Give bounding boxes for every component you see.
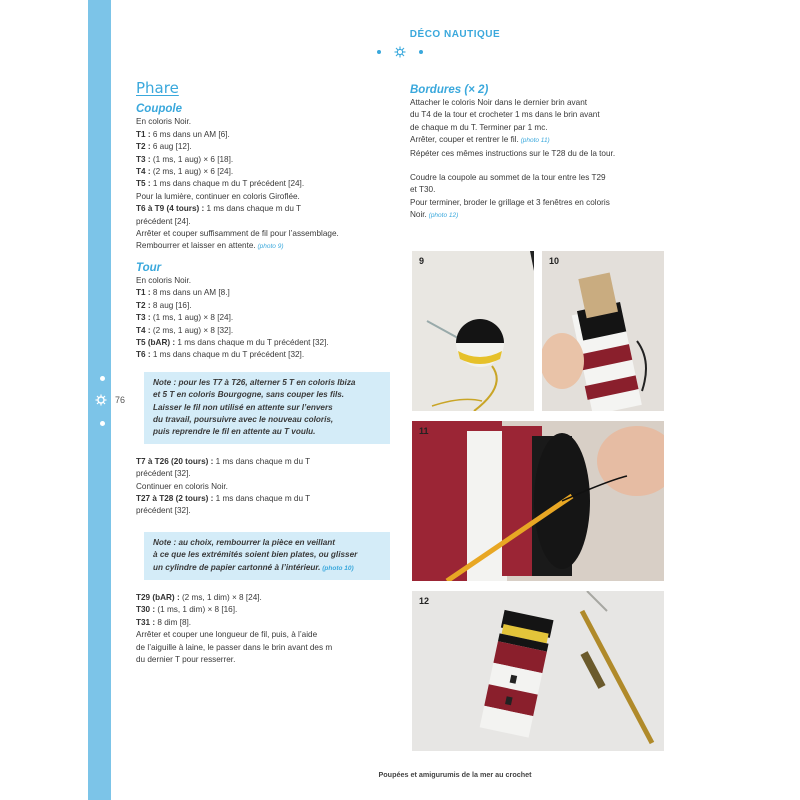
text-line [410,184,670,196]
round-label: T1 : [136,129,151,139]
right-column [410,83,670,223]
text-line [410,97,670,109]
instruction-text: Arrêter et couper suffisamment de fil pour l’assemblage. [136,229,339,239]
round-label: T4 : [136,167,151,177]
text-span: Noir. [410,210,427,220]
instruction-line [136,505,391,517]
instruction-line: Répéter ces mêmes instructions sur le T28 du de la tour. [410,148,616,158]
instruction-line [136,116,391,128]
instruction-line [136,629,391,641]
text-line [410,197,670,209]
photo-reference: (photo 10) [320,564,354,572]
text-line [153,389,386,401]
text-span: Pour terminer, broder le grillage et 3 fenêtres en coloris [410,197,610,207]
text-span: Arrêter, couper et rentrer le fil. [410,135,519,145]
instruction-line [136,493,391,505]
instruction-text: Rembourrer et laisser en attente. [136,241,256,251]
instruction-text: Continuer en coloris Noir. [136,481,228,491]
photo-number: 10 [549,256,560,266]
round-label: T1 : [136,288,151,298]
round-label: T27 à T28 (2 tours) : [136,493,214,503]
note-box [144,372,390,444]
instruction-text: précédent [32]. [136,469,191,479]
photo-10 [542,251,664,411]
round-label: T5 (bAR) : [136,337,176,347]
instruction-line [136,203,391,215]
instruction-line [136,240,391,253]
photo-12 [412,591,664,751]
page-number: 76 [115,395,126,405]
instruction-text: 1 ms dans chaque m du T [204,204,302,214]
text-line [153,549,386,561]
text-span: Note : pour les T7 à T26, alterner 5 T en coloris Ibiza [153,377,356,387]
photo-number: 11 [419,426,429,436]
coupole-instructions [136,116,391,253]
photo-reference: (photo 9) [255,243,284,251]
text-line [153,562,386,575]
instruction-line [136,456,391,468]
text-span: du travail, poursuivre avec le nouveau coloris, [153,414,334,424]
instruction-line [136,300,391,312]
header-ornament [370,46,430,58]
instruction-line [136,129,391,141]
instruction-line [136,617,391,629]
instruction-text: 8 dim [8]. [155,617,192,627]
instruction-line [136,216,391,228]
text-span: et 5 T en coloris Bourgogne, sans couper les fils. [153,390,345,400]
photo-number: 12 [419,596,430,606]
instruction-line [136,349,391,361]
note-box [144,532,390,580]
instruction-line [136,178,391,190]
text-line [153,537,386,549]
text-line [410,172,670,184]
round-label: T29 (bAR) : [136,593,180,602]
text-span: à ce que les extrémités soient bien plates, ou glisser [153,550,358,560]
photo-reference: (photo 12) [426,212,459,220]
round-label: T2 : [136,142,151,152]
tour-title: Tour [136,261,162,274]
instruction-text: du dernier T pour resserrer. [136,655,236,665]
text-span: de chaque m du T. Terminer par 1 mc. [410,122,548,132]
section-title: Phare [136,79,179,97]
text-span: et T30. [410,185,436,195]
instruction-text: 8 aug [16]. [150,300,192,310]
finishing-instructions [410,172,670,223]
bordures-instructions [410,97,670,148]
text-line [153,402,386,414]
instruction-line [136,325,391,337]
instruction-text: 8 ms dans un AM [8.] [150,288,230,298]
text-span: Note : au choix, rembourrer la pièce en veillant [153,537,335,547]
text-line [153,414,386,426]
instruction-text: (2 ms, 1 dim) × 8 [24]. [179,593,262,602]
round-label: T31 : [136,617,156,627]
photo-reference: (photo 11) [518,137,550,145]
instruction-text: 1 ms dans chaque m du T précédent [32]. [150,350,305,360]
text-line [410,209,670,222]
instruction-text: En coloris Noir. [136,275,192,285]
photo-number: 9 [419,256,425,266]
round-label: T6 à T9 (4 tours) : [136,204,205,214]
bordures-title: Bordures (× 2) [410,84,489,96]
page-header-title: DÉCO NAUTIQUE [409,29,501,40]
text-line [410,109,670,121]
text-line [410,134,670,147]
round-label: T7 à T26 (20 tours) : [136,456,214,466]
instruction-line [136,287,391,299]
instruction-text: (2 ms, 1 aug) × 8 [32]. [150,325,234,335]
instruction-text: 1 ms dans chaque m du T [213,456,311,466]
round-label: T6 : [136,350,151,360]
instruction-text: 1 ms dans chaque m du T précédent [24]. [150,179,305,189]
text-span: Coudre la coupole au sommet de la tour entre les T29 [410,173,606,183]
tour-end-instructions [136,592,391,666]
instruction-line [136,468,391,480]
text-line [153,426,386,438]
instruction-text: 1 ms dans chaque m du T [213,493,311,503]
instruction-line [136,275,391,287]
text-span: Attacher le coloris Noir dans le dernier brin avant [410,98,588,107]
instruction-line [136,604,391,616]
instruction-line [136,191,391,203]
instruction-text: de l’aiguille à laine, le passer dans le brin avant des m [136,642,333,652]
page-footer: Poupées et amigurumis de la mer au crochet [378,770,532,779]
instruction-line [136,312,391,324]
instruction-text: 1 ms dans chaque m du T précédent [32]. [175,337,329,347]
instruction-text: précédent [24]. [136,216,191,226]
round-label: T3 : [136,154,151,164]
instruction-text: En coloris Noir. [136,117,192,127]
ship-wheel-icon [95,394,107,406]
instruction-text: Arrêter et couper une longueur de fil, puis, à l’aide [136,630,318,640]
instruction-line [136,228,391,240]
tour-instructions [136,275,391,362]
instruction-text: précédent [32]. [136,506,191,516]
tour-continued-instructions [136,456,391,518]
instruction-text: (1 ms, 1 dim) × 8 [16]. [155,605,238,615]
instruction-line [136,592,391,604]
text-span: Laisser le fil non utilisé en attente sur l’envers [153,402,333,412]
instruction-text: (1 ms, 1 aug) × 6 [18]. [150,154,234,164]
text-line [410,122,670,134]
instruction-line [136,154,391,166]
instruction-line [136,654,391,666]
ship-wheel-icon [395,47,406,58]
round-label: T30 : [136,605,156,615]
coupole-title: Coupole [136,103,182,116]
round-label: T3 : [136,313,151,323]
photo-9 [412,251,534,411]
text-line [153,377,386,389]
strip-dot [100,421,105,426]
text-span: un cylindre de papier cartonné à l’intérieur. [153,562,321,572]
instruction-line [136,166,391,178]
text-span: du T4 de la tour et crocheter 1 ms dans le brin avant [410,110,600,120]
instruction-text: 6 ms dans un AM [6]. [150,129,230,139]
left-column [136,79,391,666]
instruction-line [136,481,391,493]
instruction-text: (1 ms, 1 aug) × 8 [24]. [150,313,234,323]
instruction-text: (2 ms, 1 aug) × 6 [24]. [150,167,234,177]
text-span: puis reprendre le fil en attente au T voulu. [153,427,316,437]
round-label: T5 : [136,179,151,189]
instruction-text: Pour la lumière, continuer en coloris Giroflée. [136,191,300,201]
instruction-text: 6 aug [12]. [150,142,192,152]
instruction-line [136,642,391,654]
round-label: T2 : [136,300,151,310]
strip-dot [100,376,105,381]
instruction-line [136,337,391,349]
photo-11 [412,421,664,581]
instruction-line [136,141,391,153]
round-label: T4 : [136,325,151,335]
